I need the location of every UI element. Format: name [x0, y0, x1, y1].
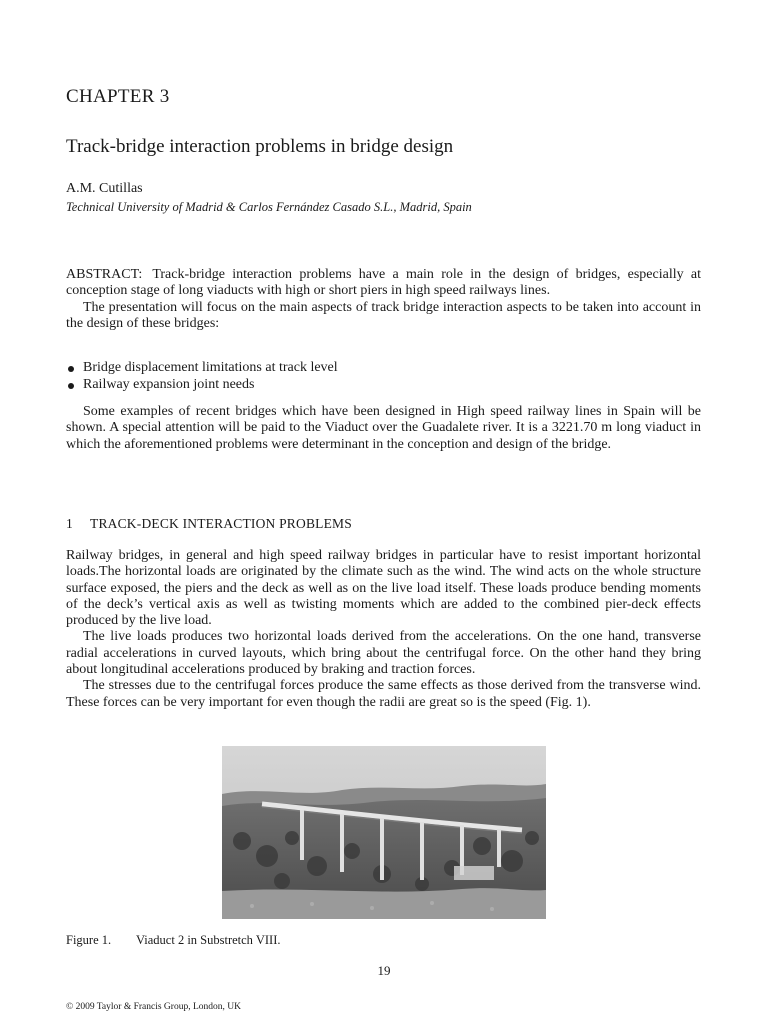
- section-body: [66, 548, 701, 711]
- abstract-paragraph-2: The presentation will focus on the main aspects of track bridge interaction aspects to be taken into account in the design of these bridges:: [66, 299, 701, 331]
- abstract-text: Track-bridge interaction problems have a main role in the design of bridges, especially at conception stage of long viaducts with high or short piers in high speed railways lines.: [66, 267, 701, 299]
- figure-caption: [66, 933, 280, 948]
- figure-label: Figure 1.: [66, 933, 112, 947]
- author-affiliation: Technical University of Madrid & Carlos Fernández Casado S.L., Madrid, Spain: [66, 200, 472, 214]
- body-paragraph-2: The live loads produces two horizontal loads derived from the accelerations. On the one hand, transverse radial accelerations in curved layouts, which bring about the centrifugal force. On the other hand they bring about longitudinal accelerations produced by braking and traction forces.: [66, 629, 701, 678]
- abstract-paragraph-1: [66, 267, 701, 300]
- abstract-label: ABSTRACT:: [66, 267, 143, 282]
- page-number: 19: [377, 963, 391, 978]
- section-title: TRACK-DECK INTERACTION PROBLEMS: [90, 516, 352, 531]
- figure-caption-text: Viaduct 2 in Substretch VIII.: [136, 933, 281, 947]
- abstract: [66, 267, 701, 332]
- abstract-paragraph-3: [66, 404, 701, 453]
- chapter-title: Track-bridge interaction problems in bridge design: [66, 136, 454, 157]
- section-heading: [66, 516, 352, 532]
- abstract-bullet-list: [66, 359, 338, 393]
- copyright-notice: © 2009 Taylor & Francis Group, London, UK: [66, 1002, 241, 1012]
- list-item: Railway expansion joint needs: [66, 376, 338, 393]
- author-name: A.M. Cutillas: [66, 181, 143, 196]
- body-paragraph-1: Railway bridges, in general and high speed railway bridges in particular have to resist important horizontal loads.The horizontal loads are originated by the climate such as the wind. The wind acts on the whole structure surface exposed, the piers and the deck as well as on the live load itself. These loads produce bending moments of the deck’s vertical axis as well as twisting moments which are added to the combined pier-deck effects produced by the live load.: [66, 548, 701, 629]
- viaduct-photo: [222, 746, 546, 919]
- examples-paragraph: Some examples of recent bridges which have been designed in High speed railway lines in Spain will be shown. A special attention will be paid to the Viaduct over the Guadalete river. It is a 3221.70 m long viaduct in which the aforementioned problems were determinant in the conception and design of the bridge.: [66, 404, 701, 452]
- list-item: Bridge displacement limitations at track level: [66, 359, 338, 376]
- body-paragraph-3: The stresses due to the centrifugal forces produce the same effects as those derived from the transverse wind. These forces can be very important for even though the radii are great so is the speed (Fig. 1).: [66, 678, 701, 710]
- figure-viaduct-photo: [222, 746, 546, 919]
- chapter-label: CHAPTER 3: [66, 86, 170, 107]
- section-number: 1: [66, 516, 73, 531]
